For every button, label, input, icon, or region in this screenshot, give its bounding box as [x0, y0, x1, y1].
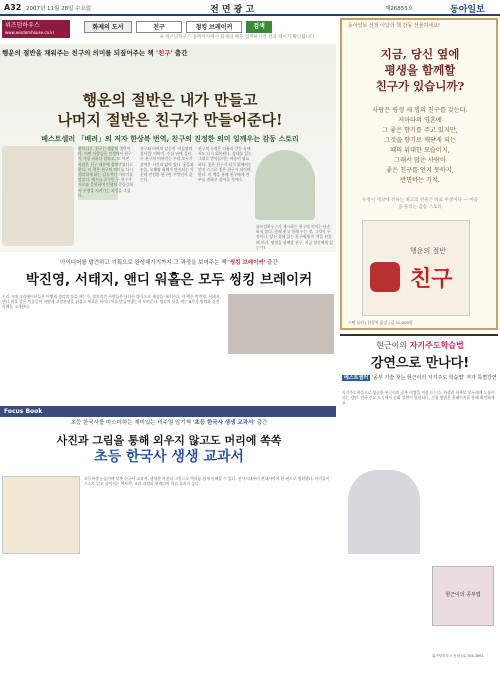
- sec2-body: 우리 시대 크리에이터들은 어떻게 생각의 틀을 깨는가. 창의적인 사람들은 남다른 방식으로 세상을 바라본다. 이 책은 박진영, 서태지, 앤디 워홀 같은 인물들이 어떻게 고정관념을 뒤집고 새로운 아이디어를 만들어냈는지 보여준다. 생각의 틀을 깨는 8가지 방법과 실전 사례를 소개한다.: [2, 294, 221, 310]
- book-title: 친구: [410, 266, 453, 292]
- book-info: 스탠 툴러 | 한상복 옮김 | 값 10,000원: [348, 320, 413, 325]
- lead-body-col-1: 한마디로, 친구는 행운의 절반이다. 어떤 사람들은 인생에서 친구가 가장 귀하다 말하고, 또 어떤 사람은 친구 때문에 상처받았다고 한다. 이 책은 친구의 의미를 다시 생각하게 하는 감동적인 이야기를 담았다. 배우를 꿈꾸던 두 친구가 서로를 응원하며 인생의 갈림길에서 우정을 지켜가는 과정을 그렸다.: [78, 146, 133, 198]
- dvd-cover[interactable]: [432, 566, 494, 626]
- lead-tagline: [2, 48, 336, 58]
- focus-book-bar: Focus Book: [0, 406, 336, 417]
- sec2-tag-title: '씽킹 브레이커': [228, 260, 266, 266]
- side-title-line: 지금, 당신 옆에: [380, 47, 460, 61]
- lecture-bar-text: '공부 기술 찾는 현근이의 자기주도 학습법' 저자 특별강연: [371, 375, 497, 381]
- friends-illustration: [2, 146, 74, 246]
- tab-thinking-breaker[interactable]: 청킹 브레이커: [186, 21, 242, 33]
- portrait-illustration: [255, 150, 315, 220]
- search-note: ※ 위즈덤하우스 홈페이지에서 화제의 책을 검색하시면 결과 페이지 확인됩니다: [160, 35, 315, 40]
- poem-line: 저마다의 영혼에: [398, 117, 442, 124]
- search-button[interactable]: 검색: [246, 21, 272, 33]
- focus-tag-text: 초등 한국사를 마스터하는 재미있는 비주얼 암기책: [70, 420, 191, 426]
- student-photo: [348, 470, 420, 554]
- lead-tag-title: '친구': [155, 49, 173, 57]
- page-number: A32: [4, 3, 22, 12]
- focus-tag-title: '초등 한국사 생생 교과서': [192, 420, 255, 426]
- newspaper-logo: 동아일보: [450, 5, 485, 15]
- issue-date: 2007년 11월 28일 수요일: [26, 6, 92, 12]
- history-book-covers[interactable]: [2, 476, 80, 554]
- lead-body-col-3: 친구의 우정은 다툼과 갈등 속에서도 다시 회복된다. 상대를 있는 그대로 받아들이는 마음이 필요하다. 좋은 친구가 되기 위해서는 먼저 스스로 좋은 친구가 되어야 한다. 이 책을 통해 친구에게 안부를 전하고 싶어질 것이다.: [198, 146, 252, 183]
- lead-body-col-4: 위즈덤하우스가 제시하는 친구의 의미는 단순하지 않다. 함께 웃고 함께 우는 것, 그것이 우정이다. 당신 곁에 있는 친구에게 이 책을 선물해 보라. 평생을 함께할 친구, 지금 당신에게 있는가?: [256, 224, 333, 250]
- lecture-tagline: [342, 340, 498, 351]
- focus-tagline: [2, 418, 336, 426]
- focus-headline-line-1: 사진과 그림을 통해 외우지 않고도 머리에 쏙쏙: [56, 434, 282, 447]
- lecture-headline: 강연으로 만나다!: [370, 356, 470, 371]
- side-title-line: 평생을 함께할: [384, 63, 456, 77]
- side-ad-head: 동아일보 선정 이달의 책 감동 선물하세요!: [348, 23, 441, 29]
- dvd-title: 현근이의 공부법: [445, 592, 481, 598]
- focus-headline-line-2: 초등 한국사 생생 교과서: [94, 449, 244, 465]
- divider: [340, 334, 498, 336]
- side-ad-title: [348, 46, 492, 94]
- book-subtitle: 행운의 절반: [410, 247, 447, 255]
- focus-headline: [2, 432, 336, 466]
- sec2-tag-text: 아이디어를 발견하고 기획으로 완성해가기까지 그 과정을 보여주는 책: [60, 260, 227, 266]
- lecture-bar: [342, 374, 498, 386]
- lecture-body: 자기주도학습으로 성공한 현근이의 공부 비법을 직접 듣는다. 학생과 학부모 모두에게 도움이 되는 강연. 전국 주요 도시에서 순회 강연이 열립니다. 신청 방법은 홈페이지를 통해 확인하세요.: [342, 390, 495, 406]
- publisher-url: www.wisdomhouse.co.kr: [5, 30, 55, 35]
- side-ad-small: 우정이 세상에 전하는 최고의 선물은 바로 우정이다 — 마음을 울리는 감동 스토리: [362, 198, 478, 210]
- poem-line: 그것을 향기로 깨닫게 되는: [384, 137, 456, 144]
- poem-line: 반면하는 기적.: [400, 177, 440, 184]
- lecture-tag-text: 현근이의: [376, 341, 408, 350]
- lead-tag-text: 행운의 절반을 채워주는 친구의 의미를 되짚어주는 책: [2, 49, 154, 57]
- poem-line: 그래서 많은 사람이: [394, 157, 446, 164]
- lead-headline: [30, 90, 310, 130]
- tab-featured-books[interactable]: 화제의 도서: [84, 21, 132, 33]
- publisher-name: 위즈덤하우스: [5, 22, 40, 29]
- lead-body-col-2: 진구와 비어의 감동적 '아들딸의 불사법' 이야기. 수십 년에 걸친 두 친구의 이야기는 우리 모두가 겪어온 시간과 닮아 있다. 웃음과 눈물, 오해와 화해가 반복되는 가운데 진정한 친구란 무엇인지 묻는다.: [140, 146, 194, 183]
- publisher-logo[interactable]: [2, 20, 70, 38]
- side-ad-poem: [360, 106, 480, 186]
- sec2-headline: 박진영, 서태지, 앤디 워홀은 모두 씽킹 브레이커: [25, 272, 313, 288]
- lecture-contact: 위즈덤하우스 문의 02-704-3861: [432, 654, 484, 658]
- sec2-tagline: [2, 258, 336, 266]
- poem-line: 사람은 평생 세 명의 친구를 갖는다.: [372, 107, 468, 114]
- lecture-tag-title: 자기주도학습법: [409, 341, 464, 350]
- side-title-line: 친구가 있습니까?: [375, 79, 465, 93]
- section-title: 전 면 광 고: [210, 5, 255, 15]
- bestseller-badge: 베스트셀러: [344, 375, 369, 381]
- issue-number: 제26855호: [385, 6, 414, 12]
- poem-line: 좋은 친구를 얻지 못하지,: [386, 167, 454, 174]
- poem-line: 그 좋은 향기를 주고 있지만,: [382, 127, 458, 134]
- poem-line: 때의 위대한 모습이지,: [390, 147, 450, 154]
- tab-friend[interactable]: 친구: [136, 21, 182, 33]
- headline-line-1: 행운의 절반은 내가 만들고: [82, 91, 258, 109]
- focus-tag-suffix: 출간: [256, 420, 268, 426]
- book-cover-thinking-breaker[interactable]: [228, 294, 334, 354]
- page-header: [0, 0, 500, 16]
- lead-subhead: 베스트셀러 「배려」의 저자 한상복 번역, 친구의 진정한 의미 일깨우는 감동 스토리: [41, 135, 299, 143]
- lead-tag-suffix: 출간: [174, 49, 188, 57]
- sec2-tag-suffix: 출간: [267, 260, 278, 266]
- focus-body: 초등학생 눈높이에 맞춘 한국사 교과서. 생생한 사진과 그림으로 역사를 쉽게 이해할 수 있다. 선사시대부터 현대사까지 한 권으로 정리했다. 아이들이 스스로 읽고 싶어지는 역사책, 교과 과정과 연계되어 학습 효과가 높다.: [84, 476, 330, 487]
- coffee-cup-image: [370, 262, 400, 292]
- headline-line-2: 나머지 절반은 친구가 만들어준다!: [57, 111, 283, 129]
